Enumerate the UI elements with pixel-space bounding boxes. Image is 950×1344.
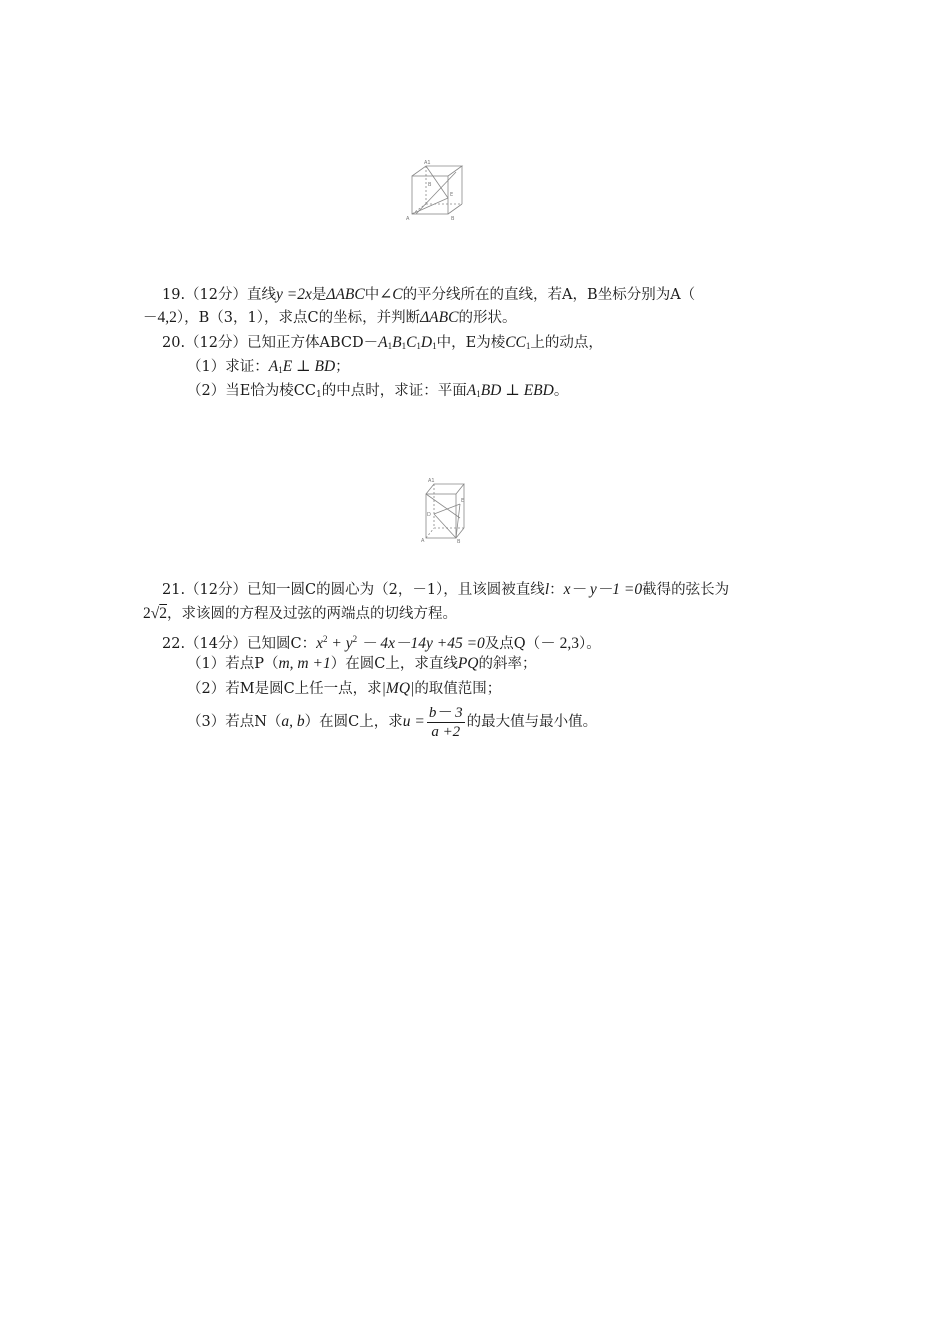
q19-line-2 <box>143 308 516 328</box>
cube2-label: A1 <box>428 478 435 484</box>
q22-point-p: m, m +1 <box>278 655 331 672</box>
q22-text: 的斜率； <box>478 656 537 672</box>
q22-text: ）在圆C上，求 <box>304 714 403 730</box>
q19-text: ），B（3，1），求点C的坐标，并判断 <box>176 310 421 326</box>
q22-text: 的取值范围； <box>414 681 502 697</box>
q20-text: 。 <box>553 383 569 399</box>
q22-text: 及点Q（ <box>484 636 541 652</box>
q21-text: 截得的弦长为 <box>642 582 730 598</box>
q22-u: u = <box>402 713 425 730</box>
q20-line-1 <box>162 333 603 356</box>
q19-line-1 <box>162 285 695 305</box>
q20-subscript: 1 <box>316 390 322 400</box>
q19-head: 19.（12分）直线 <box>162 287 277 303</box>
q22-part-2 <box>187 679 501 699</box>
cube2-label: A <box>421 538 425 544</box>
q20-part-label: （2）当E恰为棱CC <box>187 383 316 399</box>
cube-figure-1 <box>404 158 466 220</box>
q20-edge: $CC_1$ <box>505 334 531 351</box>
q20-text: 中，E为棱 <box>436 335 506 351</box>
q20-head: 20.（12分）已知正方体ABCD－ <box>162 335 379 351</box>
q19-text: 的平分线所在的直线，若A，B坐标分别为A（ <box>402 287 696 303</box>
q19-triangle: ΔABC <box>420 309 459 326</box>
q19-text: － <box>143 310 158 326</box>
q19-triangle: ΔABC <box>326 286 365 303</box>
q21-equation: x－ y－1 =0 <box>563 581 643 598</box>
q19-equation: y =2x <box>276 286 312 303</box>
cube2-label: D <box>427 512 431 518</box>
q21-chord-length: 2√2 <box>143 605 168 622</box>
cube-figure-2 <box>420 478 470 544</box>
q20-part-2 <box>187 381 568 405</box>
q21-line-2 <box>143 604 457 624</box>
q19-text: 中 <box>364 287 380 303</box>
q20-part2-expr: $A_1BD$ ⊥ EBD <box>466 382 554 399</box>
cube1-label: A1 <box>424 160 431 166</box>
q21-line-1 <box>162 580 729 600</box>
q22-part-label: （1）若点P（ <box>187 656 279 672</box>
q22-part-label: （2）若M是圆C上任一点，求 <box>187 681 382 697</box>
q22-part-3 <box>187 702 597 742</box>
q22-point-n: a, b <box>281 713 305 730</box>
q20-part-label: （1）求证： <box>187 359 269 375</box>
q21-text: ： <box>549 582 564 598</box>
q19-angle: ∠C <box>379 286 403 303</box>
q21-line-symbol: l <box>544 581 550 598</box>
q21-head: 21.（12分）已知一圆C的圆心为（2，－1），且该圆被直线 <box>162 582 545 598</box>
q19-text: 的形状。 <box>458 310 517 326</box>
q19-text: 是 <box>311 287 327 303</box>
q22-text: 的最大值与最小值。 <box>466 714 598 730</box>
q21-text: ，求该圆的方程及过弦的两端点的切线方程。 <box>167 606 458 622</box>
q22-text: ）在圆C上，求直线 <box>330 656 458 672</box>
q22-part-1 <box>187 654 536 674</box>
q20-text: 上的动点， <box>530 335 603 351</box>
q22-point-q: － 2,3 <box>540 635 579 652</box>
cube1-label: A <box>406 216 410 220</box>
q22-part-label: （3）若点N（ <box>187 714 282 730</box>
q22-mq: |MQ| <box>381 680 415 697</box>
q20-text: ； <box>335 359 350 375</box>
cube1-label: E <box>450 192 454 198</box>
q20-text: 的中点时，求证：平面 <box>321 383 467 399</box>
q20-part1-expr: $A_1E$ ⊥ BD <box>268 358 336 375</box>
q19-point-a: 4,2 <box>157 309 177 326</box>
q20-part-1 <box>187 357 350 380</box>
cube2-label: E <box>461 498 465 504</box>
cube1-label: B <box>428 182 432 188</box>
q22-text: ）。 <box>578 636 601 652</box>
q20-cube-name: $A_1B_1C_1D_1$ <box>378 334 437 351</box>
q22-circle-equation: $x^2 + y^2 - 4x-14y +45 =0$ <box>316 634 485 652</box>
cube1-label: B <box>451 216 455 220</box>
q22-head: 22.（14分）已知圆C： <box>162 636 317 652</box>
q22-line-1 <box>162 629 601 654</box>
q22-fraction: $\frac{b- 3}{a +2}$ <box>428 704 463 740</box>
q22-line-pq: PQ <box>457 655 479 672</box>
cube2-label: B <box>457 539 461 544</box>
